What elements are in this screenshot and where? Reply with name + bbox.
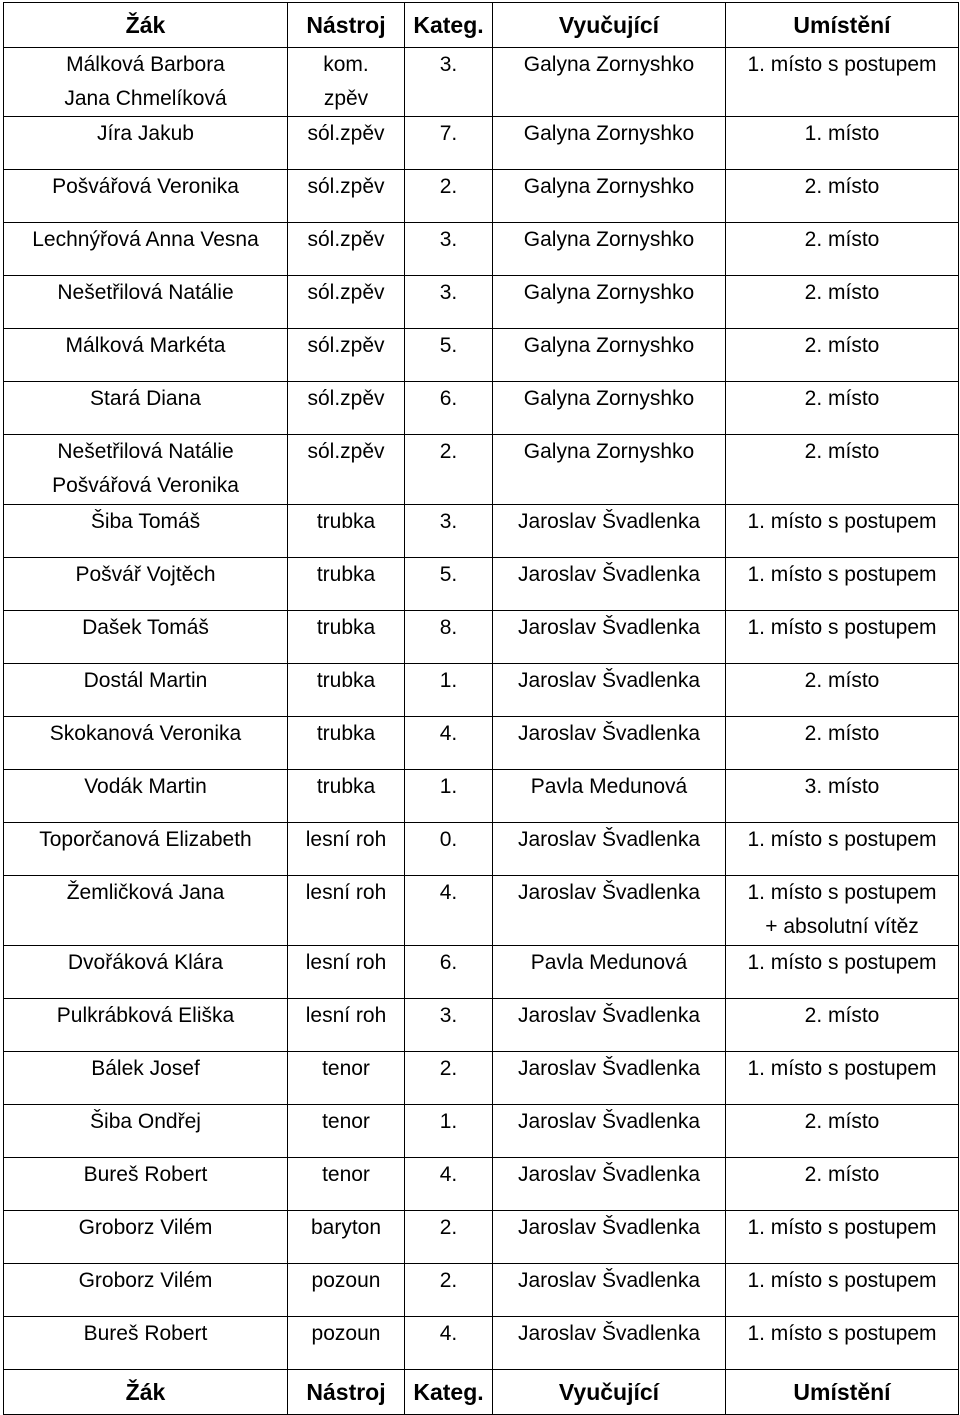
instrument-cell-line: trubka (316, 510, 376, 533)
instrument-cell-line: tenor (322, 1110, 370, 1133)
category-cell: 3. (405, 999, 493, 1052)
placement-cell-line: 1. místo s postupem (747, 951, 937, 974)
instrument-cell (288, 1264, 405, 1317)
instrument-cell-line: pozoun (311, 1322, 381, 1345)
instrument-cell-line: sól.zpěv (307, 122, 385, 145)
teacher-cell: Jaroslav Švadlenka (493, 1264, 726, 1317)
placement-cell (726, 1211, 959, 1264)
placement-cell-line: 1. místo s postupem (747, 616, 937, 639)
placement-cell (726, 1264, 959, 1317)
student-cell (4, 505, 288, 558)
student-cell (4, 770, 288, 823)
placement-cell-line: 2. místo (804, 722, 880, 745)
table-row (4, 276, 959, 329)
teacher-cell: Pavla Medunová (493, 770, 726, 823)
placement-cell-line: 1. místo s postupem (747, 828, 937, 851)
teacher-cell: Galyna Zornyshko (493, 382, 726, 435)
student-cell-line: Pošvářová Veronika (52, 175, 239, 198)
table-row (4, 1264, 959, 1317)
footer-category: Kateg. (405, 1370, 493, 1415)
placement-cell (726, 170, 959, 223)
header-instrument: Nástroj (288, 3, 405, 48)
instrument-cell (288, 170, 405, 223)
category-cell: 3. (405, 505, 493, 558)
instrument-cell (288, 946, 405, 999)
table-row (4, 382, 959, 435)
placement-cell-line: 1. místo s postupem (747, 510, 937, 533)
header-category: Kateg. (405, 3, 493, 48)
instrument-cell-line: sól.zpěv (307, 228, 385, 251)
category-cell: 4. (405, 876, 493, 946)
instrument-cell (288, 117, 405, 170)
category-cell: 5. (405, 329, 493, 382)
placement-cell (726, 946, 959, 999)
placement-cell-line: 2. místo (804, 669, 880, 692)
placement-cell (726, 382, 959, 435)
instrument-cell-line: lesní roh (305, 881, 387, 904)
table-row (4, 329, 959, 382)
student-cell (4, 664, 288, 717)
teacher-cell: Jaroslav Švadlenka (493, 1052, 726, 1105)
instrument-cell-line: zpěv (323, 87, 369, 110)
category-cell: 5. (405, 558, 493, 611)
instrument-cell-line: sól.zpěv (307, 281, 385, 304)
teacher-cell: Jaroslav Švadlenka (493, 717, 726, 770)
table-row (4, 770, 959, 823)
table-row (4, 823, 959, 876)
instrument-cell-line: lesní roh (305, 1004, 387, 1027)
student-cell (4, 223, 288, 276)
teacher-cell: Jaroslav Švadlenka (493, 999, 726, 1052)
instrument-cell-line: sól.zpěv (307, 175, 385, 198)
placement-cell-line: 2. místo (804, 1163, 880, 1186)
student-cell-line: Nešetřilová Natálie (57, 281, 234, 304)
placement-cell-line: 2. místo (804, 1004, 880, 1027)
student-cell-line: Pulkrábková Eliška (56, 1004, 235, 1027)
header-placement: Umístění (726, 3, 959, 48)
instrument-cell (288, 1105, 405, 1158)
placement-cell-line: 1. místo s postupem (747, 563, 937, 586)
table-row (4, 876, 959, 946)
placement-cell-line: 2. místo (804, 281, 880, 304)
student-cell-line: Dvořáková Klára (67, 951, 224, 974)
category-cell: 4. (405, 1158, 493, 1211)
instrument-cell-line: trubka (316, 669, 376, 692)
table-row (4, 717, 959, 770)
placement-cell-line: 1. místo s postupem (747, 1269, 937, 1292)
student-cell-line: Vodák Martin (84, 775, 207, 798)
placement-cell-line: 1. místo (804, 122, 880, 145)
instrument-cell (288, 823, 405, 876)
student-cell (4, 1158, 288, 1211)
table-row (4, 223, 959, 276)
footer-row (4, 1370, 959, 1415)
placement-cell (726, 664, 959, 717)
student-cell (4, 999, 288, 1052)
student-cell-line: Málková Barbora (66, 53, 225, 76)
instrument-cell-line: tenor (322, 1163, 370, 1186)
instrument-cell-line: lesní roh (305, 951, 387, 974)
instrument-cell (288, 48, 405, 117)
table-row (4, 1211, 959, 1264)
placement-cell-line: + absolutní vítěz (765, 915, 919, 938)
placement-cell-line: 3. místo (804, 775, 880, 798)
placement-cell (726, 876, 959, 946)
placement-cell (726, 48, 959, 117)
instrument-cell-line: baryton (310, 1216, 382, 1239)
placement-cell (726, 611, 959, 664)
student-cell-line: Nešetřilová Natálie (57, 440, 234, 463)
instrument-cell (288, 1211, 405, 1264)
student-cell-line: Lechnýřová Anna Vesna (32, 228, 259, 251)
student-cell (4, 48, 288, 117)
student-cell-line: Žemličková Jana (66, 881, 225, 904)
category-cell: 2. (405, 435, 493, 505)
table-row (4, 48, 959, 117)
instrument-cell-line: sól.zpěv (307, 387, 385, 410)
instrument-cell (288, 1317, 405, 1370)
placement-cell (726, 223, 959, 276)
student-cell (4, 1264, 288, 1317)
placement-cell (726, 435, 959, 505)
student-cell-line: Groborz Vilém (78, 1216, 213, 1239)
instrument-cell (288, 223, 405, 276)
instrument-cell (288, 505, 405, 558)
placement-cell-line: 2. místo (804, 175, 880, 198)
placement-cell-line: 2. místo (804, 334, 880, 357)
student-cell (4, 1317, 288, 1370)
teacher-cell: Jaroslav Švadlenka (493, 1211, 726, 1264)
teacher-cell: Jaroslav Švadlenka (493, 558, 726, 611)
student-cell-line: Bálek Josef (91, 1057, 200, 1080)
placement-cell (726, 823, 959, 876)
instrument-cell-line: sól.zpěv (307, 440, 385, 463)
student-cell-line: Jíra Jakub (97, 122, 194, 145)
placement-cell-line: 1. místo s postupem (747, 1216, 937, 1239)
teacher-cell: Jaroslav Švadlenka (493, 823, 726, 876)
footer-student: Žák (4, 1370, 288, 1415)
instrument-cell-line: trubka (316, 775, 376, 798)
placement-cell (726, 117, 959, 170)
instrument-cell (288, 611, 405, 664)
instrument-cell-line: trubka (316, 563, 376, 586)
category-cell: 3. (405, 223, 493, 276)
teacher-cell: Jaroslav Švadlenka (493, 611, 726, 664)
table-row (4, 1052, 959, 1105)
placement-cell-line: 1. místo s postupem (747, 881, 937, 904)
category-cell: 1. (405, 664, 493, 717)
instrument-cell (288, 1052, 405, 1105)
instrument-cell (288, 329, 405, 382)
placement-cell-line: 1. místo s postupem (747, 1322, 937, 1345)
student-cell-line: Pošvářová Veronika (52, 474, 239, 497)
student-cell (4, 946, 288, 999)
category-cell: 2. (405, 1211, 493, 1264)
placement-cell-line: 1. místo s postupem (747, 1057, 937, 1080)
instrument-cell-line: trubka (316, 722, 376, 745)
footer-placement: Umístění (726, 1370, 959, 1415)
teacher-cell: Jaroslav Švadlenka (493, 1317, 726, 1370)
placement-cell-line: 2. místo (804, 228, 880, 251)
student-cell (4, 117, 288, 170)
category-cell: 2. (405, 1264, 493, 1317)
instrument-cell (288, 717, 405, 770)
student-cell-line: Šiba Tomáš (90, 510, 201, 533)
placement-cell (726, 505, 959, 558)
placement-cell (726, 770, 959, 823)
teacher-cell: Galyna Zornyshko (493, 48, 726, 117)
instrument-cell-line: sól.zpěv (307, 334, 385, 357)
placement-cell-line: 2. místo (804, 440, 880, 463)
student-cell-line: Jana Chmelíková (64, 87, 227, 110)
instrument-cell-line: trubka (316, 616, 376, 639)
table-row (4, 435, 959, 505)
student-cell (4, 1211, 288, 1264)
results-body (4, 48, 959, 1370)
placement-cell (726, 717, 959, 770)
student-cell (4, 717, 288, 770)
teacher-cell: Galyna Zornyshko (493, 329, 726, 382)
teacher-cell: Galyna Zornyshko (493, 170, 726, 223)
category-cell: 3. (405, 48, 493, 117)
student-cell (4, 435, 288, 505)
student-cell (4, 823, 288, 876)
placement-cell (726, 1052, 959, 1105)
results-table (3, 2, 959, 1415)
header-teacher: Vyučující (493, 3, 726, 48)
teacher-cell: Pavla Medunová (493, 946, 726, 999)
student-cell-line: Pošvář Vojtěch (75, 563, 216, 586)
student-cell (4, 276, 288, 329)
category-cell: 3. (405, 276, 493, 329)
placement-cell (726, 1158, 959, 1211)
student-cell-line: Skokanová Veronika (49, 722, 242, 745)
table-row (4, 505, 959, 558)
instrument-cell (288, 999, 405, 1052)
header-row (4, 3, 959, 48)
student-cell (4, 876, 288, 946)
category-cell: 4. (405, 717, 493, 770)
category-cell: 6. (405, 946, 493, 999)
category-cell: 1. (405, 1105, 493, 1158)
teacher-cell: Galyna Zornyshko (493, 276, 726, 329)
student-cell-line: Dašek Tomáš (82, 616, 209, 639)
teacher-cell: Jaroslav Švadlenka (493, 1105, 726, 1158)
category-cell: 1. (405, 770, 493, 823)
student-cell-line: Groborz Vilém (78, 1269, 213, 1292)
instrument-cell (288, 276, 405, 329)
placement-cell-line: 1. místo s postupem (747, 53, 937, 76)
placement-cell (726, 1105, 959, 1158)
table-row (4, 1105, 959, 1158)
category-cell: 4. (405, 1317, 493, 1370)
instrument-cell (288, 382, 405, 435)
table-row (4, 611, 959, 664)
teacher-cell: Galyna Zornyshko (493, 117, 726, 170)
student-cell (4, 329, 288, 382)
category-cell: 8. (405, 611, 493, 664)
table-row (4, 558, 959, 611)
instrument-cell (288, 876, 405, 946)
category-cell: 6. (405, 382, 493, 435)
table-row (4, 999, 959, 1052)
placement-cell (726, 999, 959, 1052)
teacher-cell: Jaroslav Švadlenka (493, 505, 726, 558)
teacher-cell: Galyna Zornyshko (493, 223, 726, 276)
instrument-cell (288, 1158, 405, 1211)
teacher-cell: Jaroslav Švadlenka (493, 876, 726, 946)
placement-cell-line: 2. místo (804, 387, 880, 410)
table-row (4, 117, 959, 170)
student-cell (4, 611, 288, 664)
instrument-cell (288, 558, 405, 611)
student-cell-line: Bureš Robert (83, 1322, 208, 1345)
instrument-cell (288, 664, 405, 717)
category-cell: 7. (405, 117, 493, 170)
student-cell-line: Bureš Robert (83, 1163, 208, 1186)
footer-instrument: Nástroj (288, 1370, 405, 1415)
table-row (4, 1158, 959, 1211)
student-cell-line: Dostál Martin (83, 669, 208, 692)
student-cell (4, 1052, 288, 1105)
category-cell: 2. (405, 170, 493, 223)
placement-cell (726, 558, 959, 611)
placement-cell-line: 2. místo (804, 1110, 880, 1133)
placement-cell (726, 276, 959, 329)
placement-cell (726, 329, 959, 382)
table-row (4, 170, 959, 223)
header-student: Žák (4, 3, 288, 48)
category-cell: 2. (405, 1052, 493, 1105)
teacher-cell: Galyna Zornyshko (493, 435, 726, 505)
category-cell: 0. (405, 823, 493, 876)
table-row (4, 1317, 959, 1370)
student-cell (4, 170, 288, 223)
instrument-cell-line: pozoun (311, 1269, 381, 1292)
student-cell (4, 558, 288, 611)
student-cell-line: Toporčanová Elizabeth (39, 828, 252, 851)
table-row (4, 664, 959, 717)
table-row (4, 946, 959, 999)
student-cell-line: Stará Diana (90, 387, 201, 410)
teacher-cell: Jaroslav Švadlenka (493, 1158, 726, 1211)
student-cell-line: Šiba Ondřej (90, 1110, 201, 1133)
instrument-cell-line: kom. (323, 53, 369, 76)
instrument-cell-line: lesní roh (305, 828, 387, 851)
instrument-cell-line: tenor (322, 1057, 370, 1080)
student-cell (4, 382, 288, 435)
placement-cell (726, 1317, 959, 1370)
student-cell-line: Málková Markéta (65, 334, 226, 357)
instrument-cell (288, 435, 405, 505)
footer-teacher: Vyučující (493, 1370, 726, 1415)
student-cell (4, 1105, 288, 1158)
instrument-cell (288, 770, 405, 823)
teacher-cell: Jaroslav Švadlenka (493, 664, 726, 717)
